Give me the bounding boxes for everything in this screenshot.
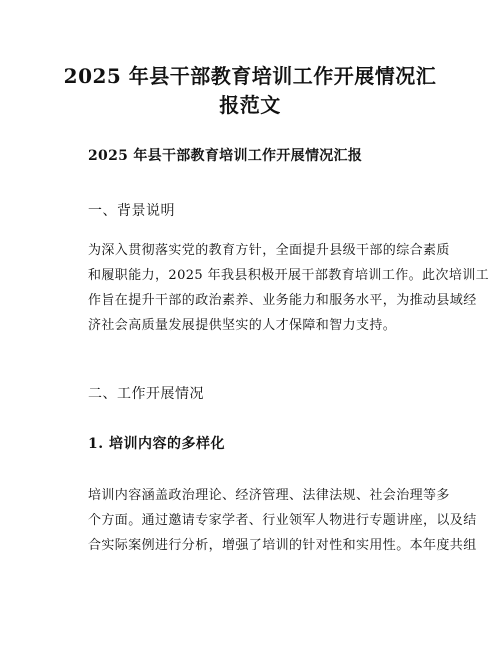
document-title-line-1: 2025 年县干部教育培训工作开展情况汇 [63,64,437,88]
paragraph-line: 为深入贯彻落实党的教育方针，全面提升县级干部的综合素质 [88,243,450,258]
subsection-heading-content-diversity: 1. 培训内容的多样化 [88,436,225,452]
document-title-line-2: 报范文 [219,93,281,117]
paragraph-line: 和履职能力，2025 年我县积极开展干部教育培训工作。此次培训工 [88,268,490,283]
background-paragraph [88,238,490,338]
paragraph-line: 济社会高质量发展提供坚实的人才保障和智力支持。 [88,318,397,333]
section-heading-work-status: 二、工作开展情况 [88,386,204,402]
document-subtitle: 2025 年县干部教育培训工作开展情况汇报 [88,148,363,164]
paragraph-line: 作旨在提升干部的政治素养、业务能力和服务水平，为推动县域经 [88,293,477,308]
paragraph-line: 个方面。通过邀请专家学者、行业领军人物进行专题讲座，以及结 [88,513,477,528]
content-diversity-paragraph [88,483,477,558]
paragraph-line: 培训内容涵盖政治理论、经济管理、法律法规、社会治理等多 [88,488,450,503]
paragraph-line: 合实际案例进行分析，增强了培训的针对性和实用性。本年度共组 [88,538,477,553]
section-heading-background: 一、背景说明 [88,203,175,219]
